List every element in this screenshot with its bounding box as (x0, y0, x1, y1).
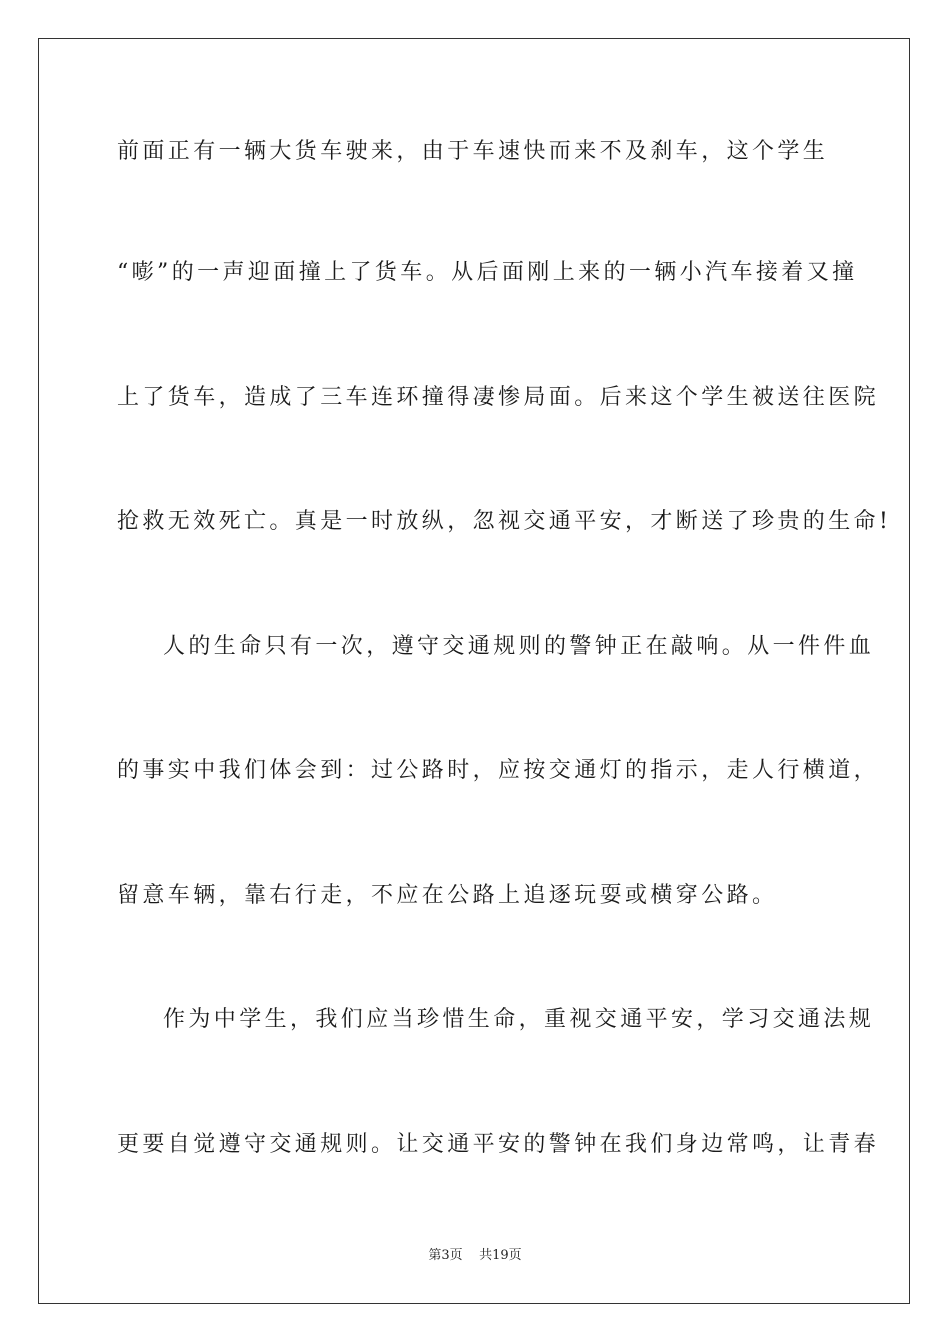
paragraph-line: “嘭”的一声迎面撞上了货车。从后面刚上来的一辆小汽车接着又撞 (117, 260, 858, 285)
page-number: 第3页 (428, 1248, 463, 1263)
page-footer (0, 1247, 950, 1265)
paragraph-line: 前面正有一辆大货车驶来，由于车速快而来不及刹车，这个学生 (117, 139, 829, 164)
paragraph-line: 的事实中我们体会到：过公路时，应按交通灯的指示，走人行横道， (117, 758, 880, 783)
paragraph-line-indented: 作为中学生，我们应当珍惜生命，重视交通平安，学习交通法规 (163, 1007, 875, 1032)
paragraph-line: 抢救无效死亡。真是一时放纵，忽视交通平安，才断送了珍贵的生命! (117, 509, 892, 534)
paragraph-line: 更要自觉遵守交通规则。让交通平安的警钟在我们身边常鸣，让青春 (117, 1132, 880, 1157)
paragraph-line-indented: 人的生命只有一次，遵守交通规则的警钟正在敲响。从一件件血 (163, 634, 875, 659)
page-border (38, 38, 910, 1304)
total-pages: 共19页 (479, 1248, 522, 1263)
paragraph-line: 留意车辆，靠右行走，不应在公路上追逐玩耍或横穿公路。 (117, 883, 778, 908)
paragraph-line: 上了货车，造成了三车连环撞得凄惨局面。后来这个学生被送往医院 (117, 385, 880, 410)
